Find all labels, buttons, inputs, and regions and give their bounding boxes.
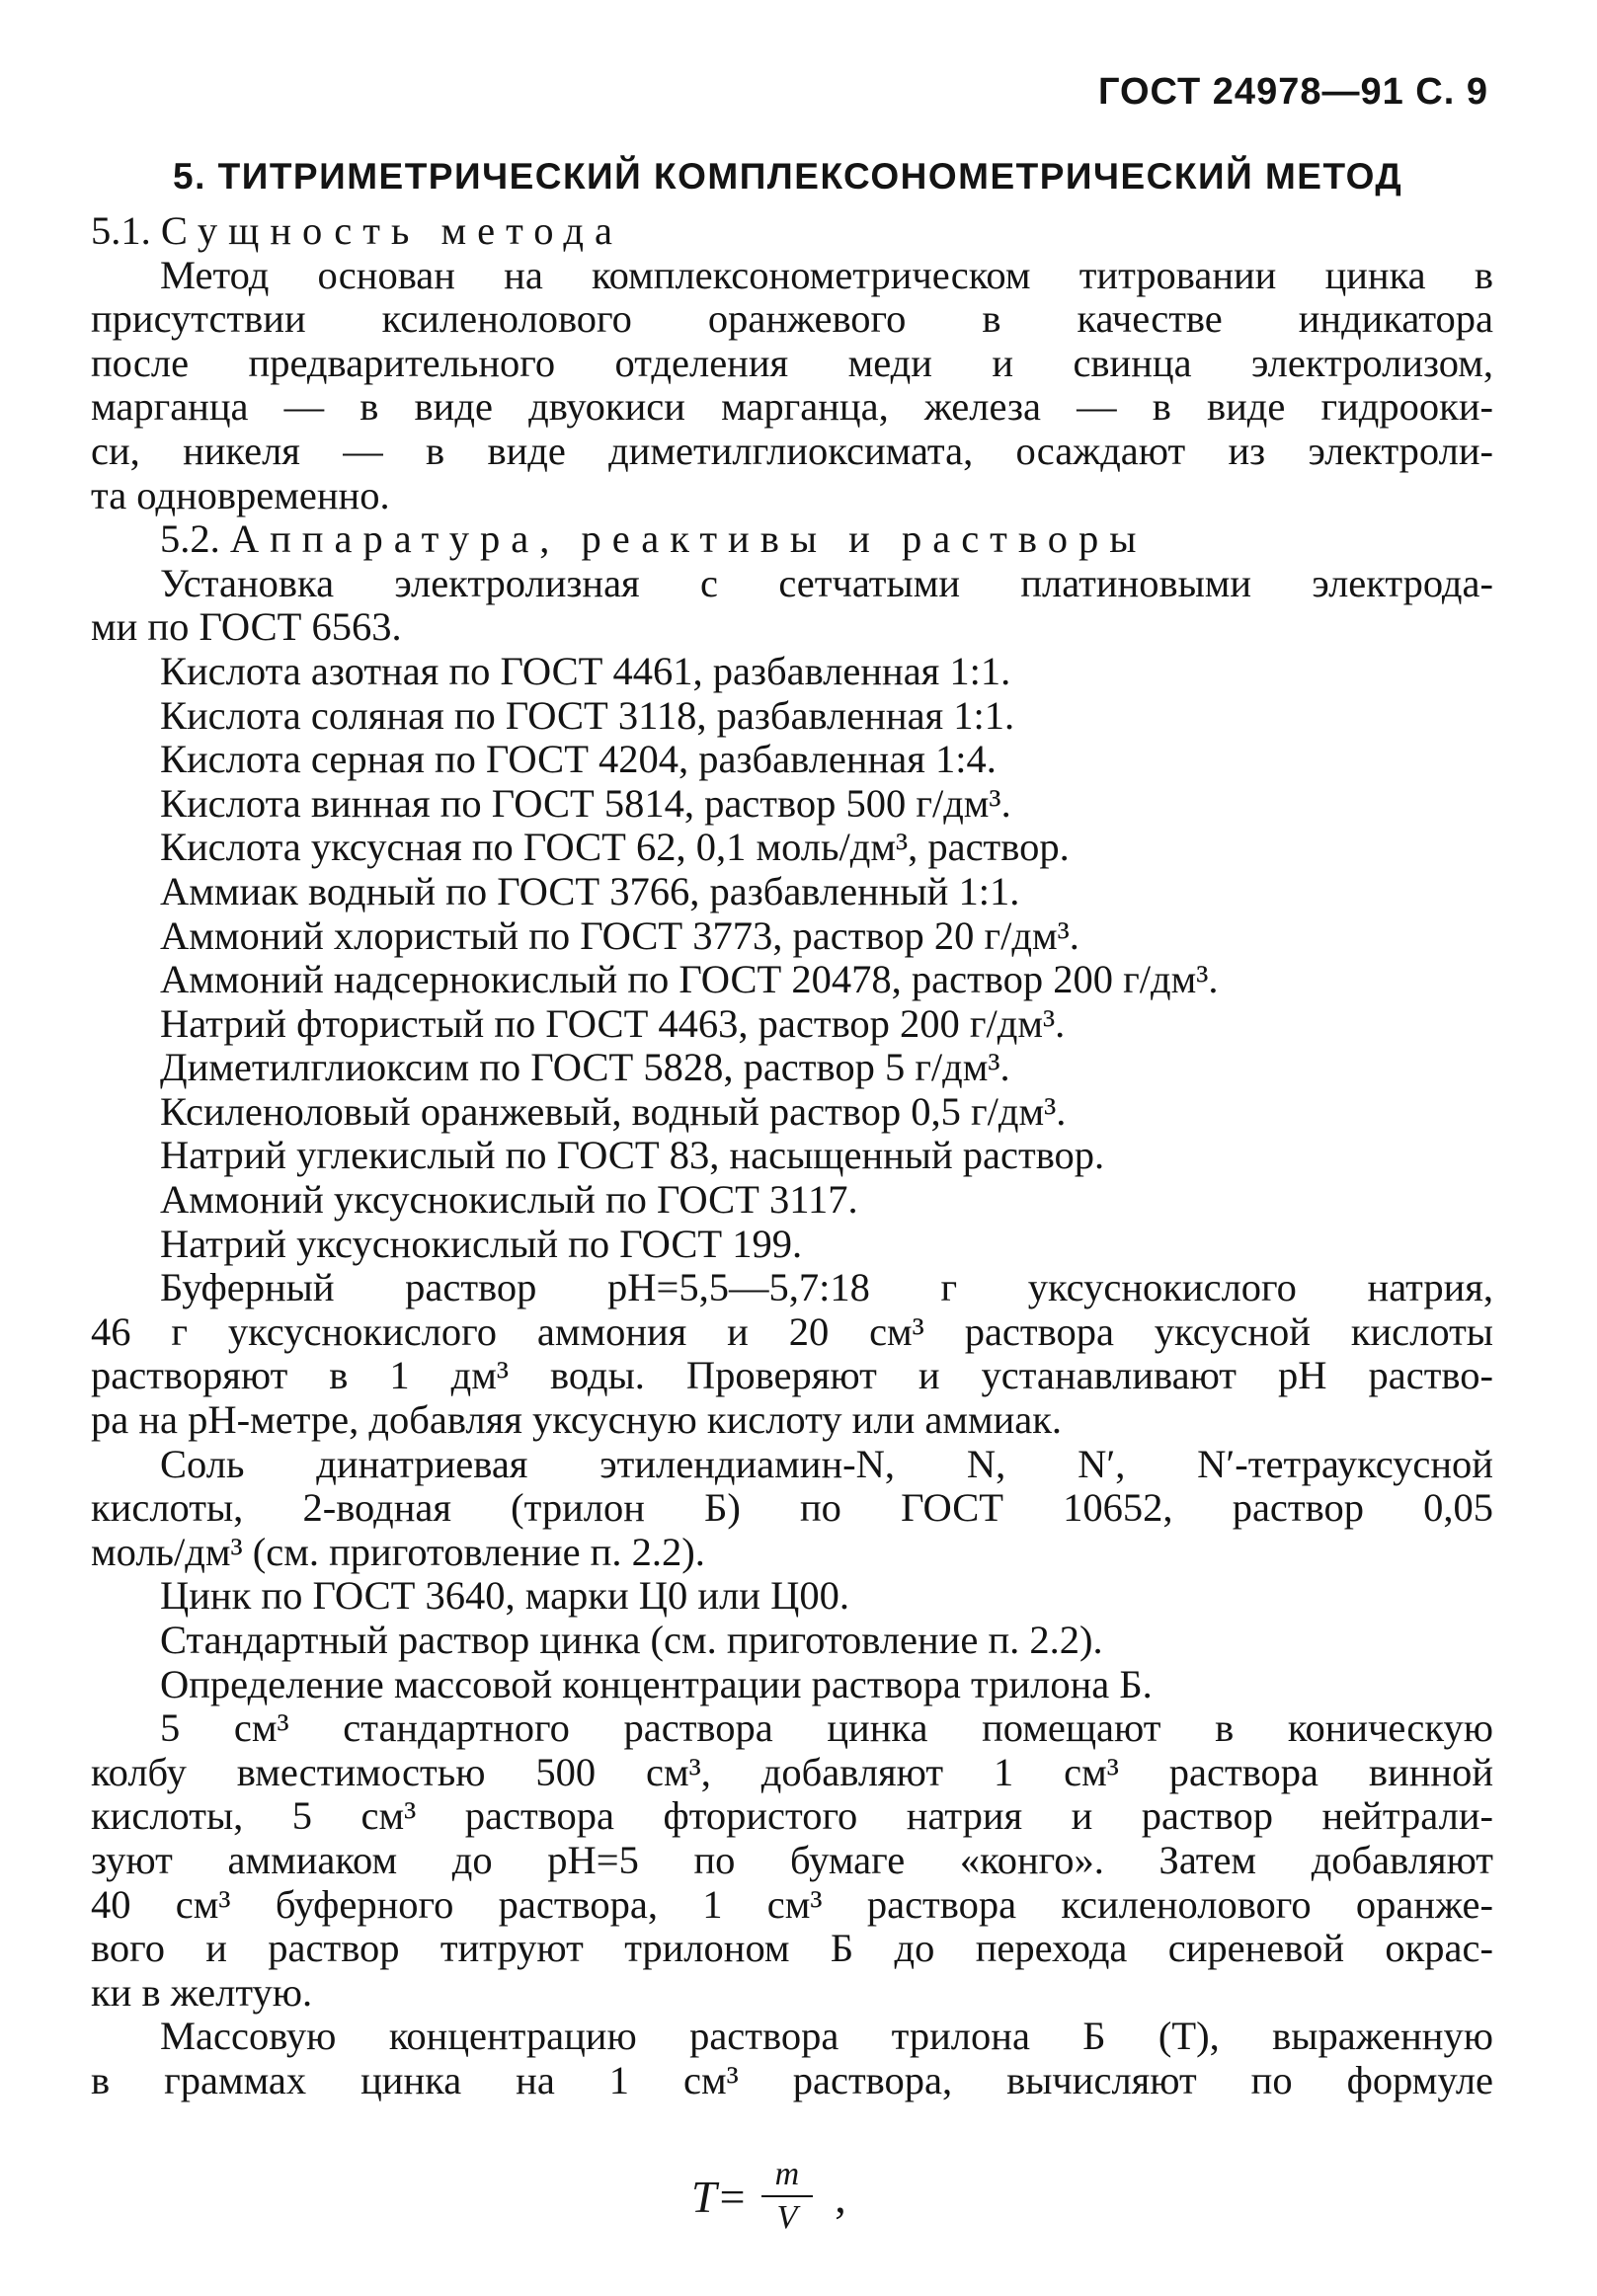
- subsection-number: 5.2.: [160, 516, 220, 562]
- text-line: Цинк по ГОСТ 3640, марки Ц0 или Ц00.: [160, 1573, 849, 1619]
- reagent-line: Аммоний хлористый по ГОСТ 3773, раствор 20 г/дм³.: [160, 912, 1079, 958]
- reagent-line: Кислота уксусная по ГОСТ 62, 0,1 моль/дм³, раствор.: [160, 825, 1070, 870]
- reagent-line: Ксиленоловый оранжевый, водный раствор 0,5 г/дм³.: [160, 1088, 1067, 1134]
- reagent-line: Аммоний уксуснокислый по ГОСТ 3117.: [160, 1177, 858, 1223]
- text-line: в граммах цинка на 1 см³ раствора, вычисляют по формуле: [91, 2058, 1493, 2102]
- formula-lhs: T=: [691, 2171, 748, 2222]
- text-line: 5 см³ стандартного раствора цинка помещают в коническую: [160, 1706, 1493, 1751]
- formula-numerator: m: [761, 2156, 814, 2197]
- subsection-title: Сущность метода: [160, 208, 623, 253]
- document-body: [91, 209, 1493, 2103]
- subsection-heading-5-1: [91, 209, 1493, 254]
- reagent-line: Натрий углекислый по ГОСТ 83, насыщенный раствор.: [160, 1133, 1105, 1178]
- text-line: Соль динатриевая этилендиамин-N, N, N′, N′-тетрауксусной: [160, 1442, 1493, 1486]
- reagent-line: Аммоний надсернокислый по ГОСТ 20478, раствор 200 г/дм³.: [160, 957, 1219, 1002]
- reagent-line: Кислота азотная по ГОСТ 4461, разбавленная 1:1.: [160, 648, 1011, 693]
- formula-fraction: [761, 2156, 814, 2237]
- text-line: ми по ГОСТ 6563.: [91, 604, 402, 650]
- reagent-line: Натрий уксуснокислый по ГОСТ 199.: [160, 1221, 803, 1266]
- text-line: Установка электролизная с сетчатыми платиновыми электрода-: [160, 561, 1493, 605]
- text-line: растворяют в 1 дм³ воды. Проверяют и устанавливают рН раство-: [91, 1354, 1493, 1398]
- text-line: та одновременно.: [91, 472, 390, 517]
- reagent-line: Кислота соляная по ГОСТ 3118, разбавленная 1:1.: [160, 692, 1015, 738]
- reagent-line: Кислота серная по ГОСТ 4204, разбавленная 1:4.: [160, 737, 997, 782]
- reagent-line: Аммиак водный по ГОСТ 3766, разбавленный 1:1.: [160, 868, 1020, 913]
- subsection-number: 5.1.: [91, 208, 151, 253]
- text-line: после предварительного отделения меди и свинца электролизом,: [91, 341, 1493, 385]
- text-line: кислоты, 5 см³ раствора фтористого натрия и раствор нейтрали-: [91, 1794, 1493, 1839]
- text-line: ки в желтую.: [91, 1969, 313, 2015]
- reagent-line: Натрий фтористый по ГОСТ 4463, раствор 200 г/дм³.: [160, 1000, 1066, 1046]
- text-line: Метод основан на комплексонометрическом титровании цинка в: [160, 253, 1493, 297]
- text-line: присутствии ксиленолового оранжевого в качестве индикатора: [91, 297, 1493, 342]
- page-header: ГОСТ 24978—91 С. 9: [1097, 71, 1488, 113]
- text-line: колбу вместимостью 500 см³, добавляют 1 см³ раствора винной: [91, 1750, 1493, 1794]
- text-line: Массовую концентрацию раствора трилона Б (T), выраженную: [160, 2015, 1493, 2059]
- reagent-line: Диметилглиоксим по ГОСТ 5828, раствор 5 г/дм³.: [160, 1045, 1010, 1090]
- reagent-line: Кислота винная по ГОСТ 5814, раствор 500 г/дм³.: [160, 780, 1011, 826]
- text-line: 46 г уксуснокислого аммония и 20 см³ раствора уксусной кислоты: [91, 1309, 1493, 1354]
- text-line: марганца — в виде двуокиси марганца, железа — в виде гидрооки-: [91, 385, 1493, 430]
- text-line: зуют аммиаком до рН=5 по бумаге «конго». Затем добавляют: [91, 1838, 1493, 1882]
- formula-denominator: V: [776, 2199, 798, 2236]
- subsection-heading-5-2: [91, 517, 1493, 562]
- text-line: 40 см³ буферного раствора, 1 см³ раствора ксиленолового оранже-: [91, 1882, 1493, 1927]
- subsection-title: Аппаратура, реактивы и растворы: [229, 516, 1148, 562]
- text-line: кислоты, 2-водная (трилон Б) по ГОСТ 10652, раствор 0,05: [91, 1486, 1493, 1531]
- text-line: си, никеля — в виде диметилглиоксимата, осаждают из электроли-: [91, 429, 1493, 473]
- text-line: Определение массовой концентрации раствора трилона Б.: [160, 1661, 1153, 1706]
- text-line: вого и раствор титруют трилоном Б до перехода сиреневой окрас-: [91, 1927, 1493, 1971]
- formula-trail: ,: [835, 2171, 846, 2222]
- text-line: Стандартный раствор цинка (см. приготовление п. 2.2).: [160, 1618, 1103, 1662]
- text-line: ра на рН-метре, добавляя уксусную кислоту или аммиак.: [91, 1397, 1063, 1443]
- text-line: моль/дм³ (см. приготовление п. 2.2).: [91, 1529, 705, 1574]
- text-line: Буферный раствор рН=5,5—5,7:18 г уксуснокислого натрия,: [160, 1266, 1493, 1310]
- section-title: 5. ТИТРИМЕТРИЧЕСКИЙ КОМПЛЕКСОНОМЕТРИЧЕСКИЙ МЕТОД: [173, 156, 1403, 197]
- formula: [691, 2156, 846, 2237]
